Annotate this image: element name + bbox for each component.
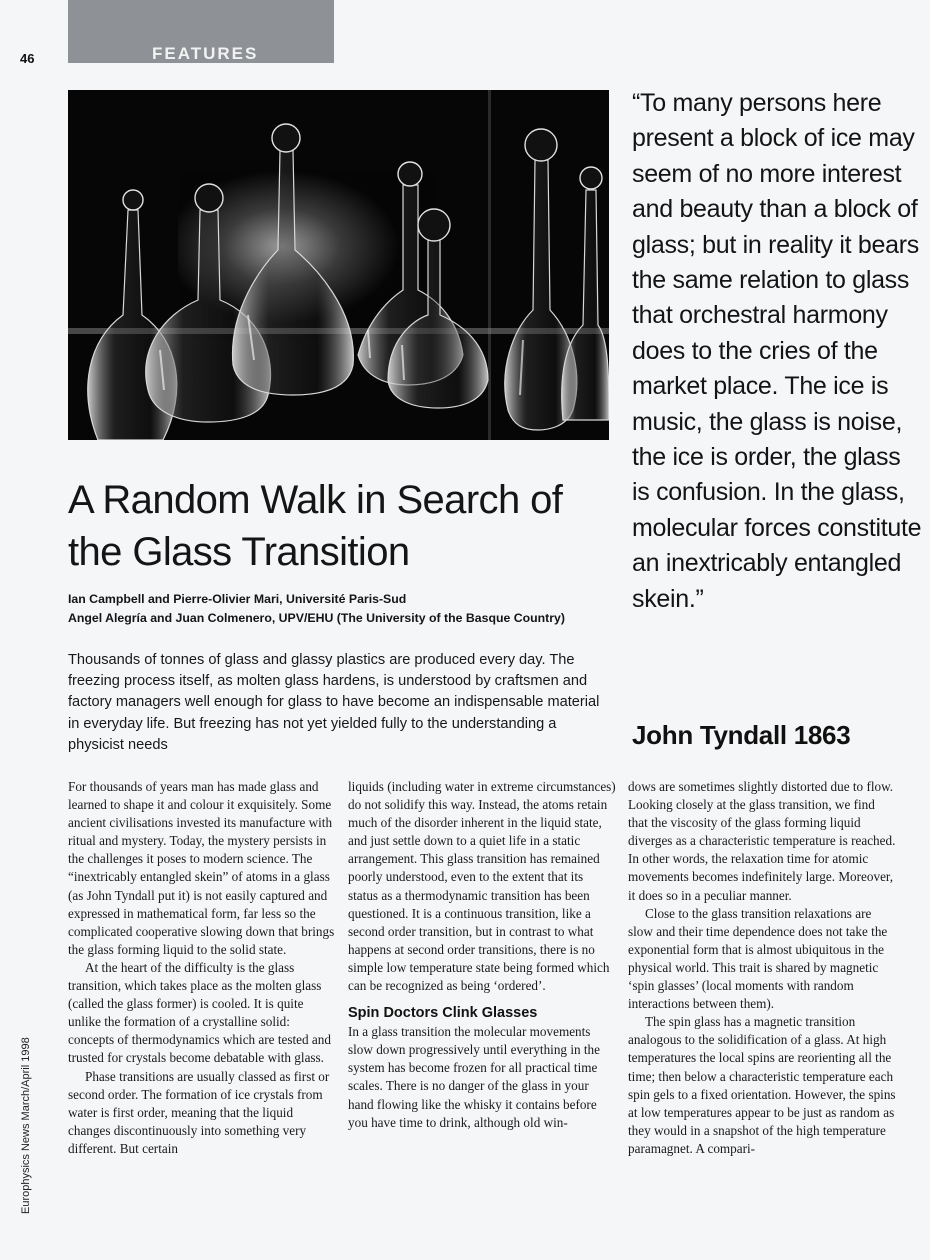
body-paragraph: dows are sometimes slightly distorted due to flow. Looking closely at the glass transition, we find that the viscosity of the glass forming liquid diverges as a characteristic temperature is reached. In other words, the relaxation time for atomic movements becomes indefinitely large. Moreover, it does so in a peculiar manner.: [628, 779, 896, 903]
decanters-photo: [68, 90, 609, 440]
body-column-3: [628, 778, 896, 1158]
article-title: A Random Walk in Search of the Glass Transition: [68, 478, 563, 574]
body-column-1: [68, 778, 336, 1158]
body-paragraph: The spin glass has a magnetic transition analogous to the solidification of a glass. At high temperatures the local spins are reorienting all the time; then below a characteristic temperature each spin gels to a fixed orientation. However, the spins at low temperatures appear to be just as random as they would in a snapshot of the high temperature paramagnet. A compari-: [628, 1014, 896, 1156]
page-number: 46: [20, 51, 35, 66]
standfirst: Thousands of tonnes of glass and glassy plastics are produced every day. The freezing process itself, as molten glass hardens, is understood by craftsmen and factory managers well enough for glass to have become an indispensable material in everyday life. But freezing has not yet yielded fully to the understanding a physicist needs: [68, 652, 600, 753]
body-paragraph: liquids (including water in extreme circumstances) do not solidify this way. Instead, the atoms retain much of the disorder inherent in the liquid state, and just settle down to a quiet life in a static arrangement. This glass transition has remained poorly understood, even to the extent that its status as a thermodynamic transition has been questioned. It is a continuous transition, like a second order transition, but in contrast to what happens at second order transitions, there is no simple low temperature state being formed which can be recognized as being ‘ordered’.: [348, 779, 616, 994]
body-paragraph: At the heart of the difficulty is the glass transition, which takes place as the molten glass (called the glass former) is cooled. It is quite unlike the formation of a crystalline solid: concepts of thermodynamics which are tested and trusted for crystals become debatable with glass.: [68, 959, 331, 1066]
section-tab: [68, 0, 334, 63]
body-column-2: [348, 778, 616, 1132]
decanters-illustration: [68, 90, 609, 440]
pull-quote: “To many persons here present a block of ice may seem of no more interest and beauty than a block of glass; but in reality it bears the same relation to glass that orchestral harmony does to the cries of the market place. The ice is music, the glass is noise, the ice is order, the glass is confusion. In the glass, molecular forces constitute an inextricably entangled skein.”: [632, 89, 922, 613]
body-paragraph: Phase transitions are usually classed as first or second order. The formation of ice crystals from water is first order, meaning that the liquid changes discontinuously into something very different. But certain: [68, 1068, 330, 1156]
body-paragraph: For thousands of years man has made glass and learned to shape it and colour it exquisitely. Some ancient civilisations invested its manufacture with ritual and mystery. Today, the mystery persists in the challenges it poses to modern science. The “inextricably entangled skein” of atoms in a glass (as John Tyndall put it) is not easily captured and expressed in mathematical form, far less so the complicated cooperative slowing down that brings the glass forming liquid to the solid state.: [68, 779, 335, 957]
running-footer: Europhysics News March/April 1998: [20, 1037, 32, 1214]
pull-quote-author: John Tyndall 1863: [632, 720, 851, 750]
body-paragraph: In a glass transition the molecular movements slow down progressively until everything in the system has become frozen for all practical time scales. There is no danger of the glass in your hand flowing like the whisky it contains before you have time to drink, although old win-: [348, 1024, 600, 1130]
authors-line-2: Angel Alegría and Juan Colmenero, UPV/EHU (The University of the Basque Country): [68, 611, 565, 625]
body-paragraph: Close to the glass transition relaxations are slow and their time dependence does not take the exponential form that is almost ubiquitous in the physical world. This trait is shared by magnetic ‘spin glasses’ (local moments with random interactions between them).: [628, 905, 888, 1012]
section-label: FEATURES: [152, 44, 259, 63]
authors-line-1: Ian Campbell and Pierre-Olivier Mari, Université Paris-Sud: [68, 592, 407, 606]
author-list: [68, 590, 628, 628]
section-heading: Spin Doctors Clink Glasses: [348, 1005, 538, 1022]
